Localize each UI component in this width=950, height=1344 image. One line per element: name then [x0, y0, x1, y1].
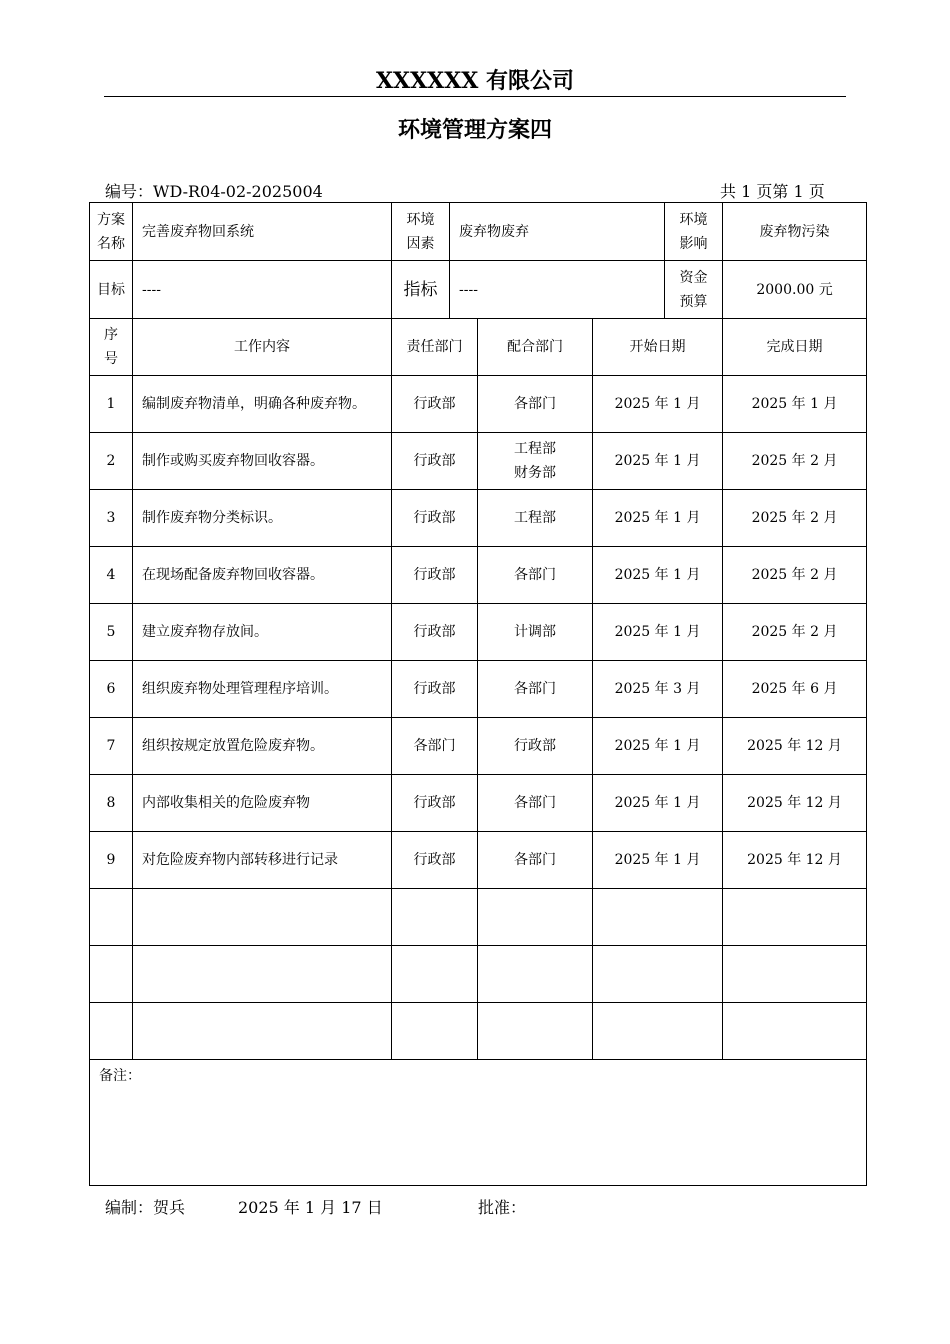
header-row-1 — [90, 203, 867, 261]
indicator-value: ---- — [450, 261, 665, 319]
row-coop-dept: 各部门 — [478, 547, 593, 604]
table-row — [90, 661, 867, 718]
empty-row — [90, 1003, 867, 1060]
row-coop-dept: 工程部 — [478, 490, 593, 547]
row-end-date: 2025 年 1 月 — [723, 376, 867, 433]
row-coop-dept: 行政部 — [478, 718, 593, 775]
col-coop-dept: 配合部门 — [478, 319, 593, 376]
table-row — [90, 547, 867, 604]
col-content: 工作内容 — [133, 319, 392, 376]
compiled-by: 编制：贺兵 — [105, 1198, 186, 1217]
company-name: XXXXXX 有限公司 — [375, 68, 575, 94]
indicator-label: 指标 — [392, 261, 450, 319]
empty-start-date — [593, 889, 723, 946]
row-coop-dept: 各部门 — [478, 376, 593, 433]
row-content: 制作或购买废弃物回收容器。 — [133, 433, 392, 490]
table-row — [90, 490, 867, 547]
empty-content — [133, 1003, 392, 1060]
env-factor-label: 环境 因素 — [392, 203, 450, 261]
row-start-date: 2025 年 1 月 — [593, 832, 723, 889]
empty-content — [133, 889, 392, 946]
row-coop-dept: 工程部 财务部 — [478, 433, 593, 490]
row-resp-dept: 行政部 — [392, 376, 478, 433]
empty-seq — [90, 1003, 133, 1060]
col-start-date: 开始日期 — [593, 319, 723, 376]
table-row — [90, 433, 867, 490]
header-row-2 — [90, 261, 867, 319]
row-resp-dept: 行政部 — [392, 775, 478, 832]
empty-row — [90, 889, 867, 946]
row-resp-dept: 行政部 — [392, 604, 478, 661]
row-content: 组织废弃物处理管理程序培训。 — [133, 661, 392, 718]
budget-value: 2000.00 元 — [723, 261, 867, 319]
row-resp-dept: 行政部 — [392, 832, 478, 889]
plan-table — [89, 202, 867, 1186]
plan-name-label: 方案 名称 — [90, 203, 133, 261]
row-start-date: 2025 年 1 月 — [593, 433, 723, 490]
empty-end-date — [723, 889, 867, 946]
row-resp-dept: 各部门 — [392, 718, 478, 775]
empty-resp-dept — [392, 946, 478, 1003]
row-end-date: 2025 年 2 月 — [723, 433, 867, 490]
col-seq: 序 号 — [90, 319, 133, 376]
row-content: 在现场配备废弃物回收容器。 — [133, 547, 392, 604]
empty-resp-dept — [392, 889, 478, 946]
document-title: 环境管理方案四 — [397, 118, 552, 143]
document-number: 编号：WD-R04-02-2025004 — [105, 182, 323, 201]
row-content: 内部收集相关的危险废弃物 — [133, 775, 392, 832]
row-seq: 8 — [90, 775, 133, 832]
row-seq: 2 — [90, 433, 133, 490]
env-factor-value: 废弃物废弃 — [450, 203, 665, 261]
col-resp-dept: 责任部门 — [392, 319, 478, 376]
empty-start-date — [593, 946, 723, 1003]
row-end-date: 2025 年 12 月 — [723, 718, 867, 775]
row-resp-dept: 行政部 — [392, 547, 478, 604]
column-header-row — [90, 319, 867, 376]
compiled-date: 2025 年 1 月 17 日 — [238, 1198, 383, 1217]
empty-start-date — [593, 1003, 723, 1060]
row-content: 对危险废弃物内部转移进行记录 — [133, 832, 392, 889]
row-start-date: 2025 年 1 月 — [593, 775, 723, 832]
empty-seq — [90, 889, 133, 946]
empty-end-date — [723, 946, 867, 1003]
goal-label: 目标 — [90, 261, 133, 319]
table-row — [90, 832, 867, 889]
header-rule — [104, 96, 846, 97]
row-resp-dept: 行政部 — [392, 433, 478, 490]
env-impact-value: 废弃物污染 — [723, 203, 867, 261]
row-coop-dept: 各部门 — [478, 775, 593, 832]
row-seq: 3 — [90, 490, 133, 547]
row-start-date: 2025 年 1 月 — [593, 490, 723, 547]
row-start-date: 2025 年 3 月 — [593, 661, 723, 718]
row-resp-dept: 行政部 — [392, 661, 478, 718]
row-content: 制作废弃物分类标识。 — [133, 490, 392, 547]
row-seq: 5 — [90, 604, 133, 661]
empty-resp-dept — [392, 1003, 478, 1060]
row-start-date: 2025 年 1 月 — [593, 604, 723, 661]
notes-cell: 备注： — [90, 1060, 867, 1186]
col-end-date: 完成日期 — [723, 319, 867, 376]
plan-name-value: 完善废弃物回系统 — [133, 203, 392, 261]
empty-seq — [90, 946, 133, 1003]
goal-value: ---- — [133, 261, 392, 319]
row-end-date: 2025 年 6 月 — [723, 661, 867, 718]
table-row — [90, 775, 867, 832]
row-start-date: 2025 年 1 月 — [593, 376, 723, 433]
row-end-date: 2025 年 12 月 — [723, 775, 867, 832]
notes-row — [90, 1060, 867, 1186]
budget-label: 资金 预算 — [665, 261, 723, 319]
row-resp-dept: 行政部 — [392, 490, 478, 547]
row-seq: 4 — [90, 547, 133, 604]
empty-row — [90, 946, 867, 1003]
table-row — [90, 376, 867, 433]
row-seq: 6 — [90, 661, 133, 718]
row-end-date: 2025 年 12 月 — [723, 832, 867, 889]
approved-by: 批准： — [478, 1198, 527, 1217]
table-row — [90, 604, 867, 661]
row-seq: 9 — [90, 832, 133, 889]
empty-coop-dept — [478, 1003, 593, 1060]
row-content: 建立废弃物存放间。 — [133, 604, 392, 661]
page-info: 共 1 页第 1 页 — [720, 182, 825, 201]
empty-coop-dept — [478, 889, 593, 946]
row-seq: 1 — [90, 376, 133, 433]
row-coop-dept: 计调部 — [478, 604, 593, 661]
row-coop-dept: 各部门 — [478, 832, 593, 889]
row-seq: 7 — [90, 718, 133, 775]
row-end-date: 2025 年 2 月 — [723, 604, 867, 661]
row-content: 组织按规定放置危险废弃物。 — [133, 718, 392, 775]
empty-end-date — [723, 1003, 867, 1060]
row-coop-dept: 各部门 — [478, 661, 593, 718]
table-row — [90, 718, 867, 775]
row-content: 编制废弃物清单，明确各种废弃物。 — [133, 376, 392, 433]
row-start-date: 2025 年 1 月 — [593, 718, 723, 775]
empty-coop-dept — [478, 946, 593, 1003]
row-end-date: 2025 年 2 月 — [723, 490, 867, 547]
empty-content — [133, 946, 392, 1003]
env-impact-label: 环境 影响 — [665, 203, 723, 261]
row-start-date: 2025 年 1 月 — [593, 547, 723, 604]
row-end-date: 2025 年 2 月 — [723, 547, 867, 604]
